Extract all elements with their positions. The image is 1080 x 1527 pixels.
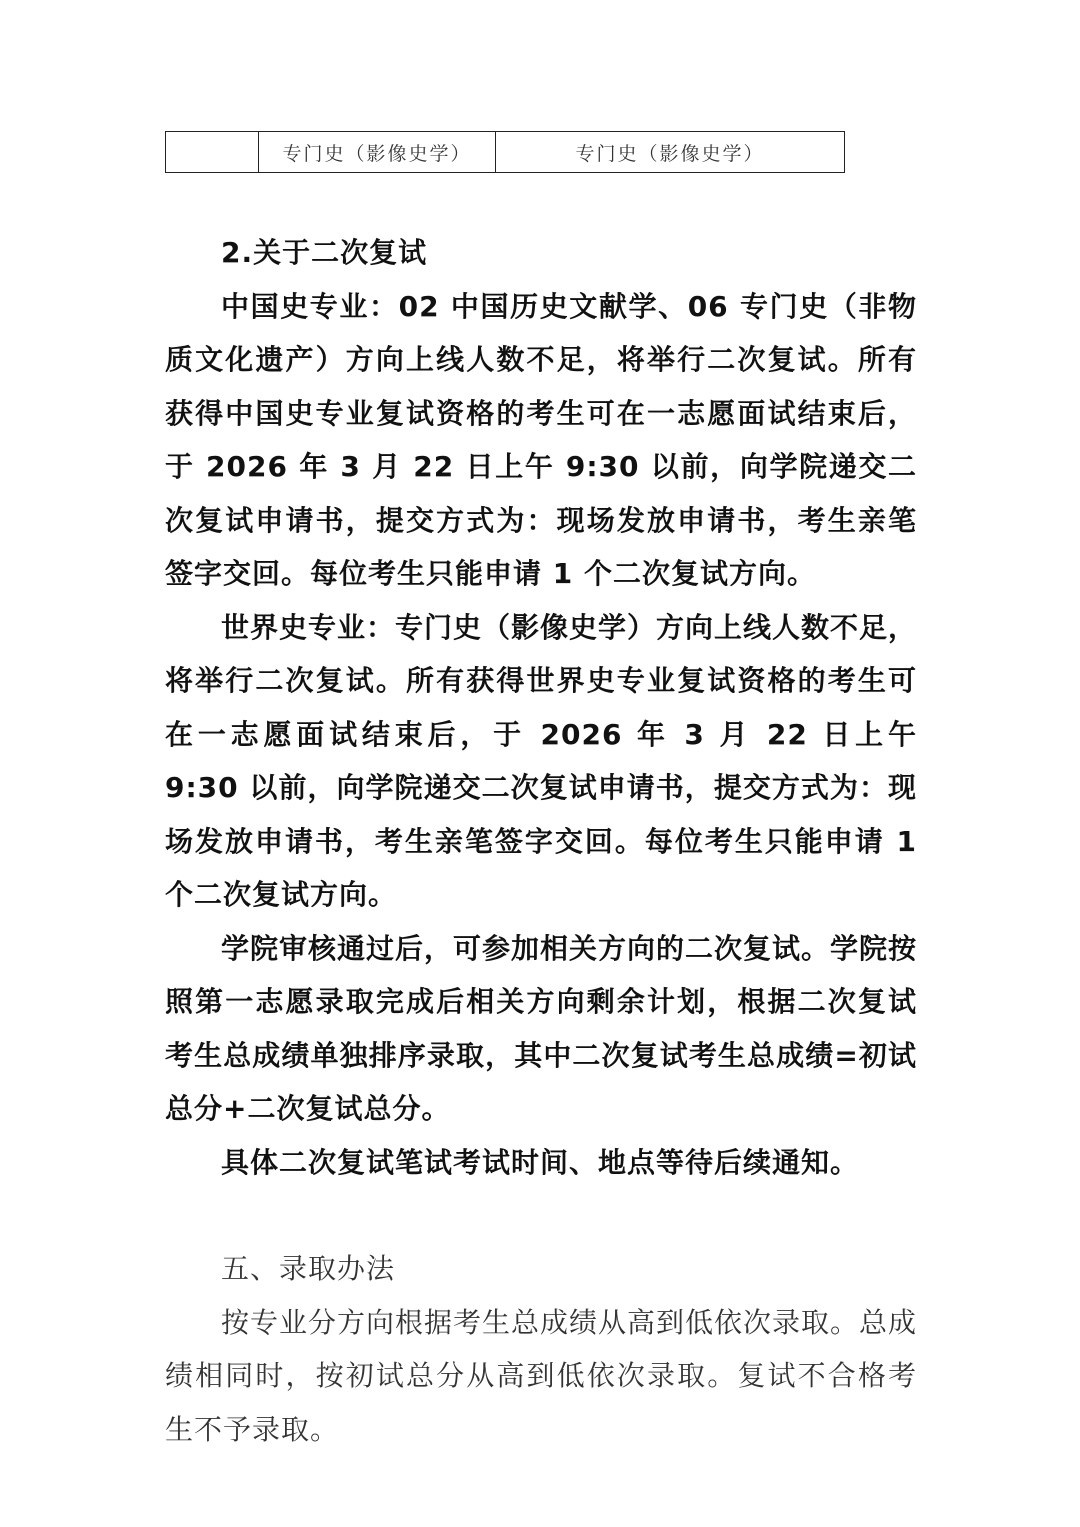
table-row xyxy=(166,132,845,173)
paragraph-notice: 具体二次复试笔试考试时间、地点等待后续通知。 xyxy=(221,1145,860,1179)
paragraph-chinese-history: 中国史专业：02 中国历史文献学、06 专门史（非物质文化遗产）方向上线人数不足，将举行二次复试。所有获得中国史专业复试资格的考生可在一志愿面试结束后，于 2026 年 3 月 22 日上午 9:30 以前，向学院递交二次复试申请书，提交方式为：现场发放申请书，考生亲笔签字交回。每位考生只能申请 1 个二次复试方向。 xyxy=(165,289,917,590)
direction-table xyxy=(165,131,845,173)
section-heading-admission-method: 五、录取办法 xyxy=(221,1252,396,1285)
paragraph-world-history: 世界史专业：专门史（影像史学）方向上线人数不足，将举行二次复试。所有获得世界史专业复试资格的考生可在一志愿面试结束后，于 2026 年 3 月 22 日上午 9:30 以前，向学院递交二次复试申请书，提交方式为：现场发放申请书，考生亲笔签字交回。每位考生只能申请 1 个二次复试方向。 xyxy=(165,610,918,911)
table-cell-direction-left: 专门史（影像史学） xyxy=(259,132,496,173)
section-spacer xyxy=(165,1189,917,1242)
table-cell-empty xyxy=(166,132,259,173)
section-heading-second-interview: 2.关于二次复试 xyxy=(221,236,428,269)
table-cell-direction-right: 专门史（影像史学） xyxy=(496,132,845,173)
paragraph-review-process: 学院审核通过后，可参加相关方向的二次复试。学院按照第一志愿录取完成后相关方向剩余计划，根据二次复试考生总成绩单独排序录取，其中二次复试考生总成绩=初试总分+二次复试总分。 xyxy=(165,931,918,1125)
admission-direction-table xyxy=(165,131,844,173)
document-body xyxy=(165,226,917,1456)
paragraph-admission-method: 按专业分方向根据考生总成绩从高到低依次录取。总成绩相同时，按初试总分从高到低依次录取。复试不合格考生不予录取。 xyxy=(165,1305,918,1446)
